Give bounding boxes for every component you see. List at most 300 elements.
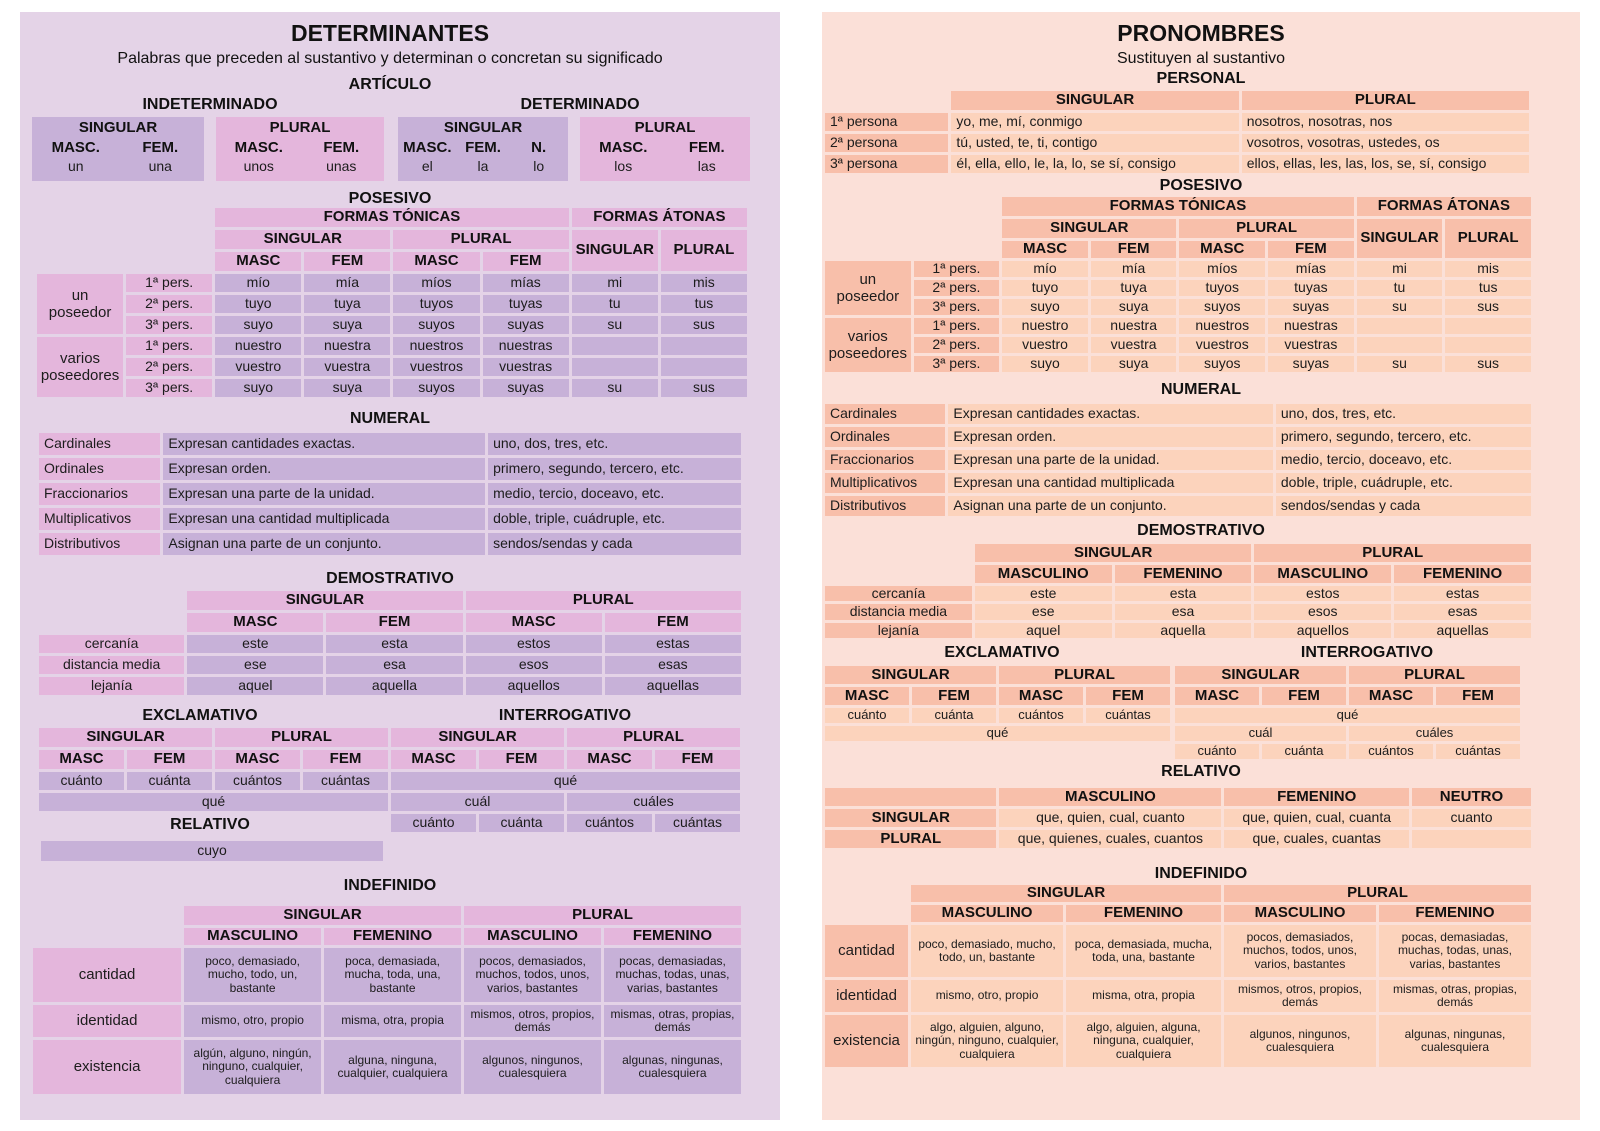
table-cell: su xyxy=(1357,356,1443,372)
table-cell: cuál xyxy=(391,793,564,811)
table-cell: misma, otra, propia xyxy=(1066,980,1221,1012)
table-cell: vuestro xyxy=(1002,337,1088,353)
table-cell: tuyo xyxy=(215,295,301,313)
header-masc: MASC xyxy=(1349,687,1433,705)
header-fem: FEM xyxy=(912,687,996,705)
articulo-det-plural xyxy=(580,117,750,181)
header-singular: SINGULAR xyxy=(187,591,462,610)
numeral-example: primero, segundo, tercero, etc. xyxy=(488,458,741,480)
table-cell xyxy=(1445,318,1531,334)
header-masculino: MASCULINO xyxy=(1254,565,1391,583)
table-cell: cuántos xyxy=(999,708,1083,723)
table-cell: suyos xyxy=(1179,356,1265,372)
header-fem: FEM xyxy=(479,750,564,769)
label-pers: 1ª pers. xyxy=(126,274,212,292)
table-cell: algunas, ningunas, cualesquiera xyxy=(1379,1015,1531,1067)
table-cell: esta xyxy=(1115,586,1252,601)
table-cell: mismos, otros, propios, demás xyxy=(464,1005,601,1037)
label-pers: 1ª pers. xyxy=(914,261,1000,277)
header-femenino: FEMENINO xyxy=(1224,788,1409,806)
table-cell: su xyxy=(572,316,658,334)
numeral-example: uno, dos, tres, etc. xyxy=(488,433,741,455)
numeral-name: Multiplicativos xyxy=(39,508,160,530)
table-cell: cuánta xyxy=(912,708,996,723)
header-singular: SINGULAR xyxy=(825,666,996,684)
table-cell: alguna, ninguna, cualquier, cualquiera xyxy=(324,1040,461,1094)
table-cell: qué xyxy=(391,772,740,790)
table-cell: mis xyxy=(1445,261,1531,277)
numeral-desc: Expresan una cantidad multiplicada xyxy=(163,508,485,530)
table-cell: qué xyxy=(1175,708,1520,723)
numeral-table xyxy=(822,401,1534,519)
table-cell: que, quienes, cuales, cuantos xyxy=(999,830,1221,848)
numeral-title: NUMERAL xyxy=(1161,381,1241,398)
header-singular: SINGULAR xyxy=(825,809,996,827)
table-cell: cuántas xyxy=(1436,744,1520,759)
header-plural: PLURAL xyxy=(634,120,696,136)
numeral-example: sendos/sendas y cada xyxy=(488,533,741,555)
header-femenino: FEMENINO xyxy=(1394,565,1531,583)
header-singular: SINGULAR xyxy=(39,728,212,747)
table-cell: su xyxy=(572,379,658,397)
cell-unas: unas xyxy=(326,159,357,174)
table-cell: algún, alguno, ningún, ninguno, cualquier, cualquiera xyxy=(184,1040,321,1094)
relativo-table xyxy=(38,838,386,864)
relativo-title: RELATIVO xyxy=(1161,763,1241,780)
table-cell: suya xyxy=(304,379,390,397)
indefinido-title: INDEFINIDO xyxy=(1154,865,1248,882)
relativo-table xyxy=(822,785,1534,851)
numeral-name: Distributivos xyxy=(825,496,945,516)
table-cell: cuánto xyxy=(391,814,476,832)
table-cell: cuál xyxy=(1175,726,1346,741)
header-fem: FEM. xyxy=(688,139,725,156)
table-cell: algunos, ningunos, cualesquiera xyxy=(464,1040,601,1094)
row-label: identidad xyxy=(33,1005,181,1037)
table-cell: mi xyxy=(572,274,658,292)
table-cell: aquel xyxy=(975,623,1112,638)
table-cell: mismos, otros, propios, demás xyxy=(1224,980,1376,1012)
table-cell: sus xyxy=(661,316,747,334)
table-cell: mía xyxy=(304,274,390,292)
table-cell: míos xyxy=(393,274,479,292)
header-singular: SINGULAR xyxy=(911,885,1221,902)
personal-title: PERSONAL xyxy=(1156,70,1246,87)
header-plural: PLURAL xyxy=(1224,885,1531,902)
table-cell: algo, alguien, alguno, ningún, ninguno, cualquier, cualquiera xyxy=(911,1015,1063,1067)
table-cell: tuyas xyxy=(1268,280,1354,296)
row-label: cantidad xyxy=(33,948,181,1002)
table-cell: poca, demasiada, mucha, toda, una, bastante xyxy=(324,948,461,1002)
table-cell: estos xyxy=(1254,586,1391,601)
header-atonas-plural: PLURAL xyxy=(1445,219,1531,258)
header-femenino: FEMENINO xyxy=(324,928,461,945)
numeral-name: Fraccionarios xyxy=(825,450,945,470)
articulo-indet-singular xyxy=(32,117,204,181)
table-cell: ese xyxy=(187,656,323,674)
determinantes-panel xyxy=(20,12,780,1120)
label-pers: 3ª pers. xyxy=(126,379,212,397)
header-masculino: MASCULINO xyxy=(184,928,321,945)
table-cell: suyo xyxy=(215,316,301,334)
table-cell: suyos xyxy=(1179,299,1265,315)
row-label: lejanía xyxy=(825,623,972,638)
demostrativo-title: DEMOSTRATIVO xyxy=(1137,522,1265,539)
table-cell xyxy=(1357,337,1443,353)
header-singular: SINGULAR xyxy=(184,906,461,925)
table-cell: esta xyxy=(326,635,462,653)
table-cell: suyo xyxy=(215,379,301,397)
posesivo-title: POSESIVO xyxy=(1159,177,1243,194)
header-masc: MASC. xyxy=(599,139,648,156)
header-masc: MASC xyxy=(1002,241,1088,258)
exclamativo-table xyxy=(36,725,391,814)
header-femenino: FEMENINO xyxy=(1066,905,1221,922)
header-plural: PLURAL xyxy=(567,728,740,747)
table-cell: cuánto xyxy=(1175,744,1259,759)
cell-lo: lo xyxy=(533,159,545,174)
table-cell: tuya xyxy=(1091,280,1177,296)
table-cell: esos xyxy=(1254,604,1391,619)
row-label: distancia media xyxy=(39,656,184,674)
row-label: existencia xyxy=(825,1015,908,1067)
table-cell: qué xyxy=(825,726,1170,741)
label-un-poseedor: un poseedor xyxy=(825,261,911,315)
header-plural: PLURAL xyxy=(1349,666,1520,684)
table-cell: aquella xyxy=(326,677,462,695)
table-cell: suyos xyxy=(393,316,479,334)
table-cell: míos xyxy=(1179,261,1265,277)
header-plural: PLURAL xyxy=(1179,219,1353,238)
table-cell: mismas, otras, propias, demás xyxy=(604,1005,741,1037)
header-fem: FEM xyxy=(304,252,390,271)
indefinido-title: INDEFINIDO xyxy=(343,877,437,894)
row-label: 1ª persona xyxy=(825,113,948,131)
table-cell: cuánta xyxy=(479,814,564,832)
header-plural: PLURAL xyxy=(464,906,741,925)
label-pers: 2ª pers. xyxy=(126,295,212,313)
header-singular: SINGULAR xyxy=(975,544,1252,562)
header-masc: MASC. xyxy=(234,139,283,156)
label-pers: 2ª pers. xyxy=(126,358,212,376)
cell-un: un xyxy=(67,159,84,174)
table-cell: él, ella, ello, le, la, lo, se sí, consigo xyxy=(951,155,1238,173)
numeral-table xyxy=(36,430,744,558)
table-cell: cuántos xyxy=(567,814,652,832)
header-masc: MASC xyxy=(215,252,301,271)
articulo-title: ARTÍCULO xyxy=(348,76,432,93)
row-label: 2ª persona xyxy=(825,134,948,152)
header-masc: MASC. xyxy=(51,139,100,156)
table-cell: mis xyxy=(661,274,747,292)
numeral-name: Cardinales xyxy=(825,404,945,424)
header-formas-tonicas: FORMAS TÓNICAS xyxy=(215,208,568,227)
header-fem: FEM xyxy=(483,252,569,271)
header-formas-atonas: FORMAS ÁTONAS xyxy=(1357,197,1531,216)
numeral-name: Ordinales xyxy=(39,458,160,480)
table-cell: nuestros xyxy=(1179,318,1265,334)
indeterminado-label: INDETERMINADO xyxy=(142,96,278,113)
table-cell: pocos, demasiados, muchos, todos, unos, varios, bastantes xyxy=(464,948,601,1002)
label-pers: 3ª pers. xyxy=(914,299,1000,315)
cell-una: una xyxy=(148,159,172,174)
table-cell xyxy=(1357,318,1443,334)
table-cell: suyas xyxy=(483,379,569,397)
row-label: distancia media xyxy=(825,604,972,619)
table-cell: cuánto xyxy=(39,772,124,790)
posesivo-table xyxy=(34,205,750,400)
numeral-example: medio, tercio, doceavo, etc. xyxy=(488,483,741,505)
table-cell: cuyo xyxy=(41,841,383,861)
table-cell: cuántos xyxy=(1349,744,1433,759)
numeral-name: Cardinales xyxy=(39,433,160,455)
label-varios-poseedores: varios poseedores xyxy=(825,318,911,372)
table-cell: nuestras xyxy=(1268,318,1354,334)
table-cell: tus xyxy=(661,295,747,313)
table-cell: sus xyxy=(661,379,747,397)
numeral-desc: Expresan cantidades exactas. xyxy=(948,404,1272,424)
determinado-label: DETERMINADO xyxy=(520,96,640,113)
header-fem: FEM xyxy=(1268,241,1354,258)
table-cell: mías xyxy=(483,274,569,292)
interrogativo-title: INTERROGATIVO xyxy=(498,707,632,724)
cell-las: las xyxy=(697,159,716,174)
table-cell: cuanto xyxy=(1412,809,1531,827)
table-cell: cuántas xyxy=(303,772,388,790)
header-singular: SINGULAR xyxy=(391,728,564,747)
table-cell: qué xyxy=(39,793,388,811)
header-masculino: MASCULINO xyxy=(911,905,1063,922)
header-singular: SINGULAR xyxy=(1175,666,1346,684)
table-cell: cuánta xyxy=(1262,744,1346,759)
table-cell: poco, demasiado, mucho, todo, un, bastante xyxy=(911,925,1063,977)
label-pers: 3ª pers. xyxy=(914,356,1000,372)
table-cell: aquel xyxy=(187,677,323,695)
table-cell: estas xyxy=(1394,586,1531,601)
label-varios-poseedores: varios poseedores xyxy=(37,337,123,397)
cell-el: el xyxy=(421,159,433,174)
header-plural: PLURAL xyxy=(393,230,568,249)
numeral-example: uno, dos, tres, etc. xyxy=(1276,404,1531,424)
table-cell: que, quien, cual, cuanta xyxy=(1224,809,1409,827)
table-cell: nuestra xyxy=(1091,318,1177,334)
table-cell: nuestra xyxy=(304,337,390,355)
table-cell xyxy=(572,358,658,376)
numeral-example: medio, tercio, doceavo, etc. xyxy=(1276,450,1531,470)
articulo-indet-plural xyxy=(216,117,384,181)
table-cell: tuyas xyxy=(483,295,569,313)
table-cell: tuyos xyxy=(1179,280,1265,296)
numeral-desc: Expresan orden. xyxy=(163,458,485,480)
header-plural: PLURAL xyxy=(1242,91,1529,110)
header-formas-tonicas: FORMAS TÓNICAS xyxy=(1002,197,1353,216)
table-cell: suya xyxy=(1091,299,1177,315)
header-masc: MASC xyxy=(466,613,602,632)
table-cell: mismo, otro, propio xyxy=(184,1005,321,1037)
row-label: cercanía xyxy=(39,635,184,653)
page-title: DETERMINANTES xyxy=(290,20,490,46)
header-plural: PLURAL xyxy=(466,591,741,610)
posesivo-title: POSESIVO xyxy=(348,190,432,207)
header-plural: PLURAL xyxy=(1254,544,1531,562)
table-cell: poco, demasiado, mucho, todo, un, bastante xyxy=(184,948,321,1002)
header-fem: FEM. xyxy=(323,139,360,156)
row-label: 3ª persona xyxy=(825,155,948,173)
table-cell: ese xyxy=(975,604,1112,619)
table-cell: algunos, ningunos, cualesquiera xyxy=(1224,1015,1376,1067)
header-masc: MASC. xyxy=(403,139,452,156)
table-cell: mismo, otro, propio xyxy=(911,980,1063,1012)
header-atonas-plural: PLURAL xyxy=(661,230,747,271)
demostrativo-title: DEMOSTRATIVO xyxy=(326,570,454,587)
row-label: existencia xyxy=(33,1040,181,1094)
label-pers: 2ª pers. xyxy=(914,280,1000,296)
table-cell: nuestro xyxy=(215,337,301,355)
header-formas-atonas: FORMAS ÁTONAS xyxy=(572,208,747,227)
demostrativo-table xyxy=(36,588,744,698)
header-masc: MASC xyxy=(39,750,124,769)
table-cell: nuestro xyxy=(1002,318,1088,334)
table-cell: estas xyxy=(605,635,741,653)
demostrativo-table xyxy=(822,541,1534,641)
numeral-name: Multiplicativos xyxy=(825,473,945,493)
row-label: lejanía xyxy=(39,677,184,695)
posesivo-table xyxy=(822,194,1534,375)
page-subtitle: Palabras que preceden al sustantivo y determinan o concretan su significado xyxy=(117,50,663,67)
table-cell: mismas, otras, propias, demás xyxy=(1379,980,1531,1012)
header-neutro: NEUTRO xyxy=(1412,788,1531,806)
table-cell: mío xyxy=(215,274,301,292)
table-cell: cuánto xyxy=(825,708,909,723)
table-cell: cuáles xyxy=(1349,726,1520,741)
table-cell xyxy=(572,337,658,355)
header-masc: MASC xyxy=(187,613,323,632)
label-pers: 3ª pers. xyxy=(126,316,212,334)
header-singular: SINGULAR xyxy=(951,91,1238,110)
header-singular: SINGULAR xyxy=(215,230,390,249)
numeral-desc: Expresan una cantidad multiplicada xyxy=(948,473,1272,493)
page-subtitle: Sustituyen al sustantivo xyxy=(1116,50,1286,67)
table-cell: poca, demasiada, mucha, toda, una, bastante xyxy=(1066,925,1221,977)
header-fem: FEM xyxy=(1262,687,1346,705)
header-masc: MASC xyxy=(825,687,909,705)
numeral-desc: Expresan una parte de la unidad. xyxy=(948,450,1272,470)
header-fem: FEM xyxy=(127,750,212,769)
table-cell: esa xyxy=(326,656,462,674)
row-label: cercanía xyxy=(825,586,972,601)
table-cell: yo, me, mí, conmigo xyxy=(951,113,1238,131)
table-cell: tus xyxy=(1445,280,1531,296)
interrogativo-table xyxy=(388,725,743,835)
numeral-name: Ordinales xyxy=(825,427,945,447)
table-cell: este xyxy=(187,635,323,653)
header-masculino: MASCULINO xyxy=(1224,905,1376,922)
header-femenino: FEMENINO xyxy=(604,928,741,945)
table-cell: nuestras xyxy=(483,337,569,355)
header-masc: MASC xyxy=(999,687,1083,705)
header-plural: PLURAL xyxy=(215,728,388,747)
header-atonas-singular: SINGULAR xyxy=(1357,219,1443,258)
numeral-title: NUMERAL xyxy=(350,410,430,427)
table-cell: algo, alguien, alguna, ninguna, cualquier, cualquiera xyxy=(1066,1015,1221,1067)
page-title: PRONOMBRES xyxy=(1117,20,1285,46)
header-fem: FEM xyxy=(1436,687,1520,705)
row-label: cantidad xyxy=(825,925,908,977)
numeral-example: primero, segundo, tercero, etc. xyxy=(1276,427,1531,447)
table-cell: nosotros, nosotras, nos xyxy=(1242,113,1529,131)
header-masc: MASC xyxy=(1175,687,1259,705)
header-masc: MASC xyxy=(215,750,300,769)
table-cell: tu xyxy=(572,295,658,313)
numeral-desc: Expresan una parte de la unidad. xyxy=(163,483,485,505)
table-cell: suyas xyxy=(483,316,569,334)
numeral-example: doble, triple, cuádruple, etc. xyxy=(488,508,741,530)
header-masculino: MASCULINO xyxy=(999,788,1221,806)
table-cell: este xyxy=(975,586,1112,601)
table-cell: aquellas xyxy=(1394,623,1531,638)
header-neutro: N. xyxy=(531,139,547,156)
interrogativo-title: INTERROGATIVO xyxy=(1300,644,1434,661)
table-cell: suyo xyxy=(1002,356,1088,372)
header-singular: SINGULAR xyxy=(1002,219,1176,238)
personal-table xyxy=(822,88,1532,176)
header-fem: FEM xyxy=(303,750,388,769)
table-cell: aquella xyxy=(1115,623,1252,638)
cell-la: la xyxy=(477,159,489,174)
header-atonas-singular: SINGULAR xyxy=(572,230,658,271)
exclamativo-title: EXCLAMATIVO xyxy=(142,707,258,724)
indefinido-table xyxy=(30,903,744,1097)
articulo-det-singular xyxy=(398,117,568,181)
header-masc: MASC xyxy=(1179,241,1265,258)
exclamativo-table xyxy=(822,663,1173,744)
table-cell: suyo xyxy=(1002,299,1088,315)
table-cell: suyos xyxy=(393,379,479,397)
label-pers: 2ª pers. xyxy=(914,337,1000,353)
header-fem: FEM. xyxy=(465,139,501,156)
cell-unos: unos xyxy=(243,159,274,174)
header-masc: MASC xyxy=(393,252,479,271)
header-masculino: MASCULINO xyxy=(464,928,601,945)
table-cell: que, quien, cual, cuanto xyxy=(999,809,1221,827)
numeral-name: Distributivos xyxy=(39,533,160,555)
table-cell: nuestros xyxy=(393,337,479,355)
relativo-title: RELATIVO xyxy=(170,816,250,833)
table-cell: vuestro xyxy=(215,358,301,376)
indefinido-table xyxy=(822,882,1534,1070)
header-plural: PLURAL xyxy=(999,666,1170,684)
table-cell xyxy=(1445,337,1531,353)
table-cell: pocas, demasiadas, muchas, todas, unas, varias, bastantes xyxy=(604,948,741,1002)
header-singular: SINGULAR xyxy=(78,120,158,136)
table-cell: que, cuales, cuantas xyxy=(1224,830,1409,848)
header-fem: FEM. xyxy=(142,139,179,156)
header-fem: FEM xyxy=(1091,241,1177,258)
header-plural: PLURAL xyxy=(269,120,331,136)
table-cell: vuestra xyxy=(1091,337,1177,353)
label-pers: 1ª pers. xyxy=(914,318,1000,334)
table-cell: cuántas xyxy=(1086,708,1170,723)
table-cell: cuántos xyxy=(215,772,300,790)
table-cell: tuyos xyxy=(393,295,479,313)
table-cell: tu xyxy=(1357,280,1443,296)
header-fem: FEM xyxy=(326,613,462,632)
table-cell: suya xyxy=(1091,356,1177,372)
table-cell: vuestros xyxy=(1179,337,1265,353)
table-cell: sus xyxy=(1445,299,1531,315)
table-cell: pocos, demasiados, muchos, todos, unos, varios, bastantes xyxy=(1224,925,1376,977)
table-cell: sus xyxy=(1445,356,1531,372)
